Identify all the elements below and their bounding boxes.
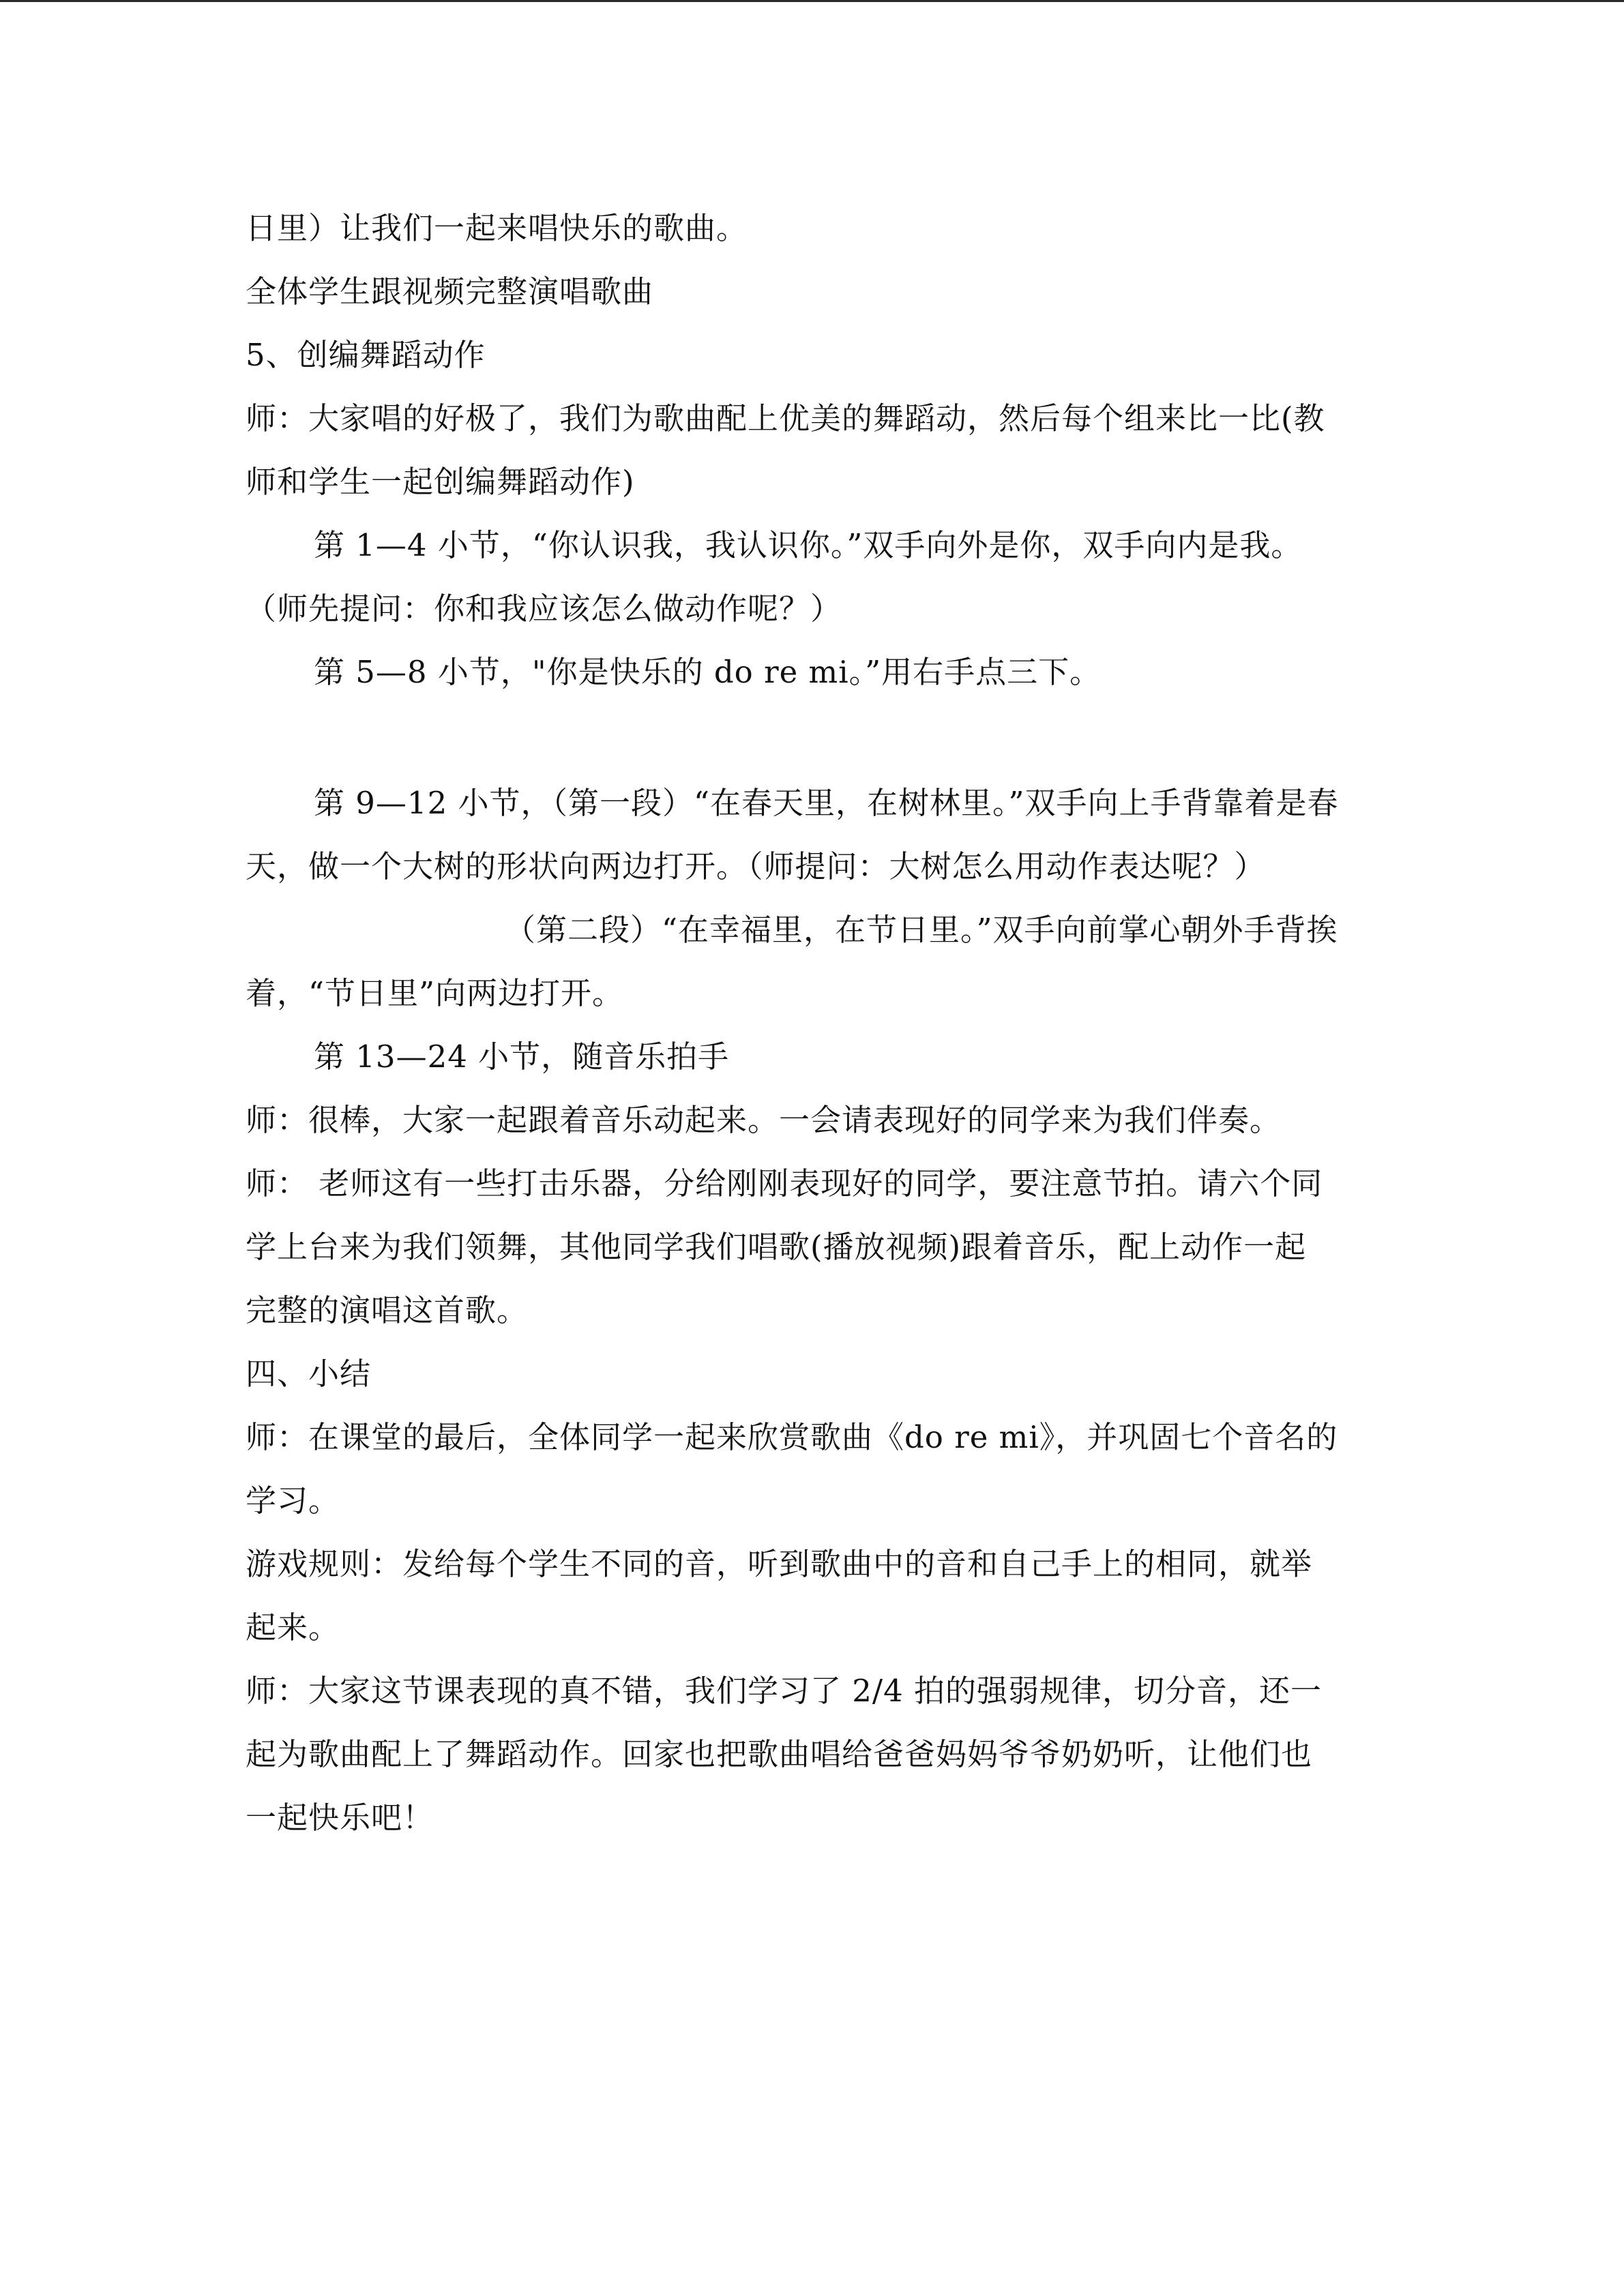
text-line: 第 13—24 小节，随音乐拍手 [314, 1039, 730, 1075]
text-line: 日里）让我们一起来唱快乐的歌曲。 [246, 210, 748, 246]
text-line: 着，“节日里”向两边打开。 [246, 975, 624, 1011]
text-line: 天，做一个大树的形状向两边打开。（师提问：大树怎么用动作表达呢？） [246, 848, 1266, 884]
text-line: 师： 老师这有一些打击乐器，分给刚刚表现好的同学，要注意节拍。请六个同 [246, 1165, 1323, 1202]
text-line: 一起快乐吧！ [246, 1800, 434, 1836]
text-line: 师：大家这节课表现的真不错，我们学习了 2/4 拍的强弱规律，切分音，还一 [246, 1673, 1323, 1709]
text-line: 全体学生跟视频完整演唱歌曲 [246, 273, 654, 310]
text-line: 起为歌曲配上了舞蹈动作。回家也把歌曲唱给爸爸妈妈爷爷奶奶听，让他们也 [246, 1736, 1313, 1772]
text-line: 学习。 [246, 1482, 340, 1519]
text-line: 游戏规则：发给每个学生不同的音，听到歌曲中的音和自己手上的相同，就举 [246, 1546, 1313, 1582]
text-line: （师先提问：你和我应该怎么做动作呢？） [246, 591, 842, 627]
text-line: 师：在课堂的最后，全体同学一起来欣赏歌曲《do re mi》，并巩固七个音名的 [246, 1419, 1338, 1455]
text-line: 学上台来为我们领舞，其他同学我们唱歌(播放视频)跟着音乐，配上动作一起 [246, 1229, 1307, 1265]
text-line: 第 5—8 小节，"你是快乐的 do re mi。”用右手点三下。 [314, 654, 1102, 690]
text-line: 第 9—12 小节，（第一段）“在春天里，在树林里。”双手向上手背靠着是春 [314, 785, 1339, 821]
text-line: 起来。 [246, 1609, 340, 1645]
text-line: 完整的演唱这首歌。 [246, 1292, 529, 1328]
text-line: 师：大家唱的好极了，我们为歌曲配上优美的舞蹈动，然后每个组来比一比(教 [246, 400, 1325, 436]
text-line: 师和学生一起创编舞蹈动作) [246, 464, 635, 500]
text-line: 师：很棒，大家一起跟着音乐动起来。一会请表现好的同学来为我们伴奏。 [246, 1102, 1282, 1138]
section-heading: 四、小结 [246, 1356, 372, 1392]
section-heading: 5、创编舞蹈动作 [246, 337, 486, 373]
text-line: （第二段）“在幸福里，在节日里。”双手向前掌心朝外手背挨 [505, 912, 1338, 948]
top-border-line [0, 0, 1624, 2]
text-line: 第 1—4 小节，“你认识我，我认识你。”双手向外是你，双手向内是我。 [314, 527, 1303, 563]
